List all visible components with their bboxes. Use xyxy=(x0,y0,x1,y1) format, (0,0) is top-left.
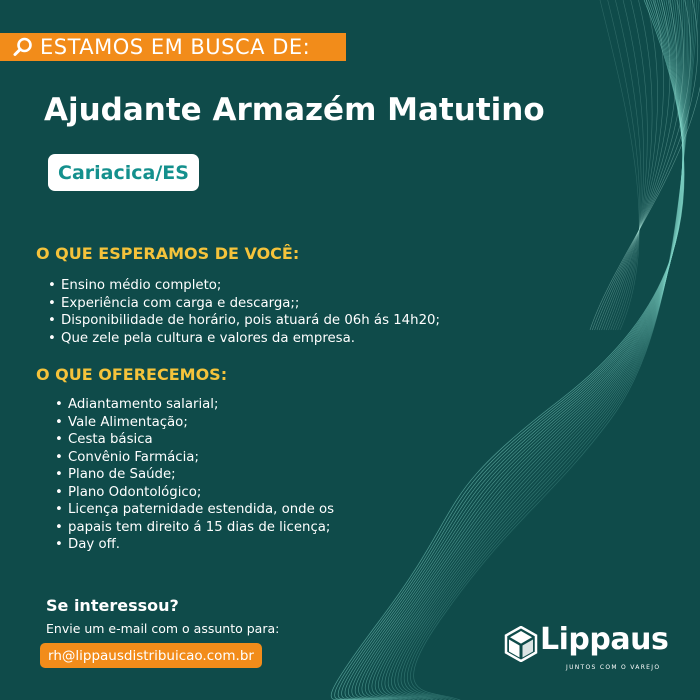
job-title: Ajudante Armazém Matutino xyxy=(44,92,545,128)
cta-text: Envie um e-mail com o assunto para: xyxy=(46,621,280,636)
search-icon xyxy=(8,33,38,61)
list-item: • Disponibilidade de horário, pois atuará de 06h ás 14h20; xyxy=(48,312,440,330)
expect-list xyxy=(48,277,440,347)
location-text: Cariacica/ES xyxy=(58,161,189,184)
wave-line xyxy=(613,0,644,330)
list-item: • Plano de Saúde; xyxy=(55,466,334,484)
list-item: • Cesta básica xyxy=(55,431,334,449)
email-link[interactable] xyxy=(40,643,262,668)
expect-section-title: O QUE ESPERAMOS DE VOCÊ: xyxy=(36,244,300,263)
list-item: • Adiantamento salarial; xyxy=(55,396,334,414)
brand-logo xyxy=(504,622,684,672)
list-item: • Experiência com carga e descarga;; xyxy=(48,295,440,313)
brand-tagline: JUNTOS COM O VAREJO xyxy=(566,664,661,671)
offer-list xyxy=(55,396,334,554)
offer-section-title: O QUE OFERECEMOS: xyxy=(36,365,228,384)
wave-line xyxy=(608,0,652,330)
list-item: • Day off. xyxy=(55,536,334,554)
list-item: • Licença paternidade estendida, onde os xyxy=(55,501,334,519)
list-item: • Ensino médio completo; xyxy=(48,277,440,295)
wave-line xyxy=(611,0,648,330)
list-item-continuation: • papais tem direito á 15 dias de licença; xyxy=(55,519,334,537)
search-banner xyxy=(0,33,346,61)
location-badge xyxy=(48,154,199,191)
list-item: • Convênio Farmácia; xyxy=(55,449,334,467)
list-item: • Plano Odontológico; xyxy=(55,484,334,502)
cube-logo-icon xyxy=(504,626,538,662)
brand-name: Lippaus xyxy=(540,622,669,657)
banner-text: ESTAMOS EM BUSCA DE: xyxy=(40,35,311,59)
list-item: • Que zele pela cultura e valores da empresa. xyxy=(48,330,440,348)
list-item: • Vale Alimentação; xyxy=(55,414,334,432)
email-address[interactable]: rh@lippausdistribuicao.com.br xyxy=(48,647,254,664)
cta-title: Se interessou? xyxy=(46,596,179,615)
